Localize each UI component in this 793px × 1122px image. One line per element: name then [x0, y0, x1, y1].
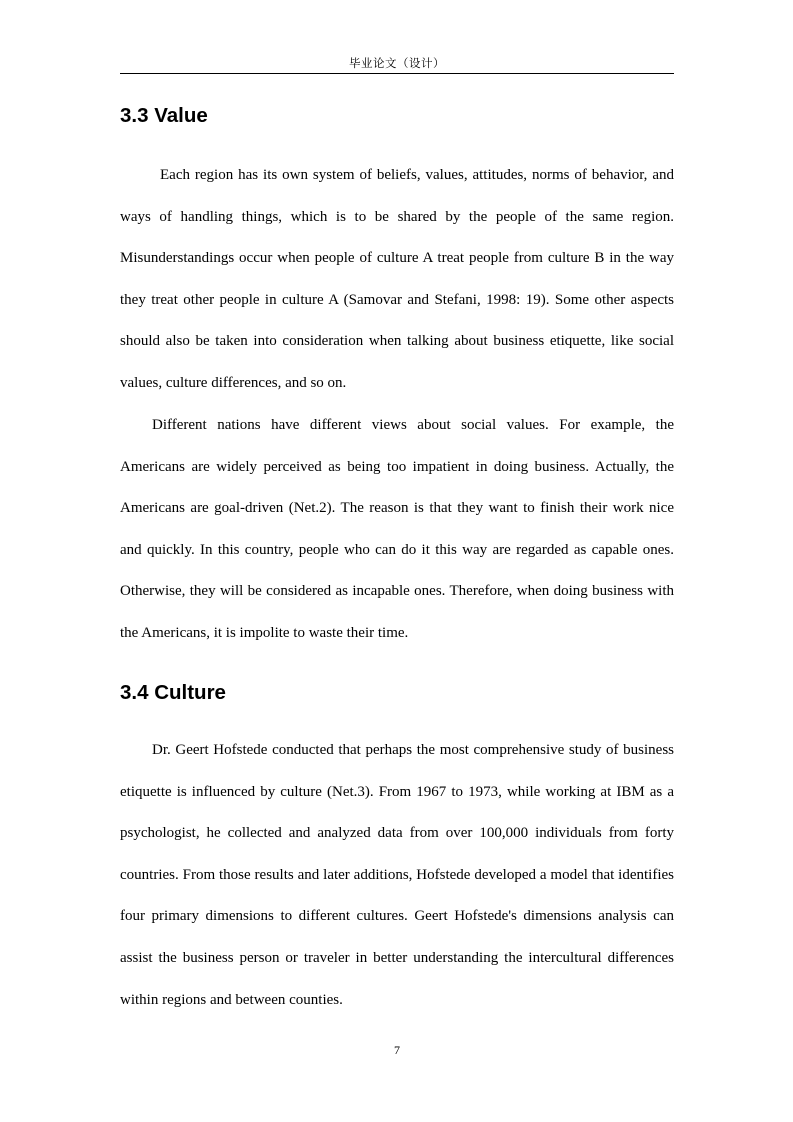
running-header: 毕业论文（设计） — [349, 56, 445, 70]
header-rule — [120, 73, 674, 74]
section-heading-value: 3.3 Value — [120, 104, 208, 127]
page-number: 7 — [394, 1043, 400, 1057]
section-heading-culture: 3.4 Culture — [120, 681, 226, 704]
body-paragraph: Each region has its own system of beliefs, values, attitudes, norms of behavior, and ways of handling things, which is to be shared by the people of the same region. Misunderstandings occur when people of culture A treat people from culture B in the way they treat other people in culture A (Samovar and Stefani, 1998: 19). Some other aspects should also be taken into consideration when talking about business etiquette, like social values, culture differences, and so on. — [120, 167, 674, 391]
body-paragraph: Different nations have different views about social values. For example, the Americans are widely perceived as being too impatient in doing business. Actually, the Americans are goal-driven (Net.2). The reason is that they want to finish their work nice and quickly. In this country, people who can do it this way are regarded as capable ones. Otherwise, they will be considered as incapable ones. Therefore, when doing business with the Americans, it is impolite to waste their time. — [120, 417, 674, 641]
body-paragraph: Dr. Geert Hofstede conducted that perhaps the most comprehensive study of business etiquette is influenced by culture (Net.3). From 1967 to 1973, while working at IBM as a psychologist, he collected and analyzed data from over 100,000 individuals from forty countries. From those results and later additions, Hofstede developed a model that identifies four primary dimensions to different cultures. Geert Hofstede's dimensions analysis can assist the business person or traveler in better understanding the intercultural differences within regions and between counties. — [120, 742, 674, 1008]
